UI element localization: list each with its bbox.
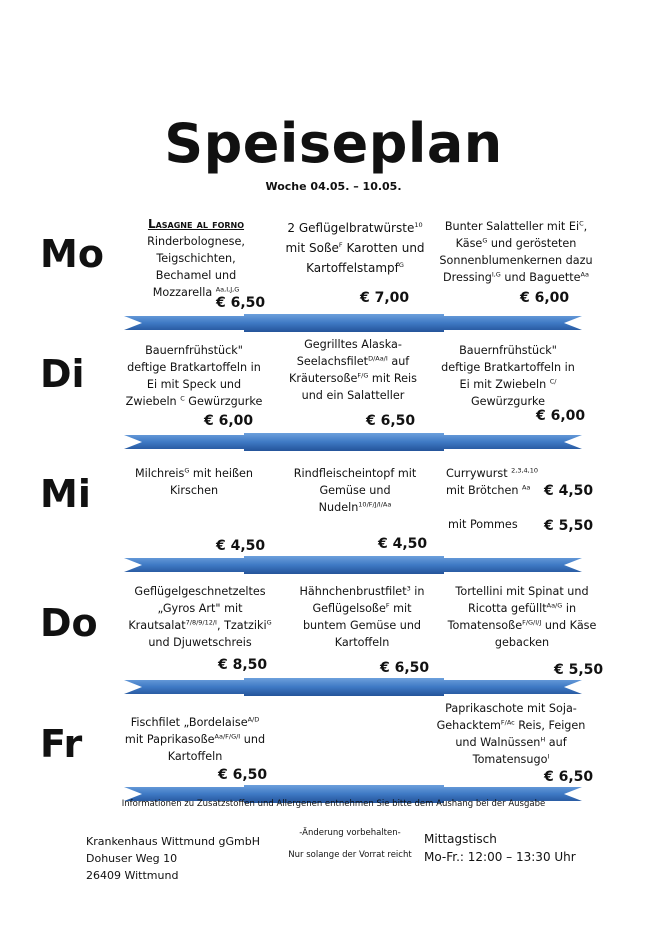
price-mo-3: € 6,00 [520, 290, 570, 306]
price-di-1: € 6,00 [204, 413, 254, 429]
dish-do-1: Geflügelgeschnetzeltes „Gyros Art" mit Krautsalat$^{7/8/9/12/I}$, Tzatziki$^G$ und Djuwetschreis [128, 585, 272, 649]
stock-note: Nur solange der Vorrat reicht [288, 850, 412, 860]
allergen-info: Informationen zu Zusatzstoffen und Allergenen entnehmen Sie bitte dem Aushang bei der Ausgabe [121, 799, 546, 809]
price-mi-3-extra: € 5,50 [544, 518, 594, 534]
dish-fr-3: Paprikaschote mit Soja-Gehacktem$^{F/Ac}$ Reis, Feigen und Walnüssen$^H$ auf Tomatensugo$^I$ [436, 702, 586, 766]
price-fr-3: € 6,50 [544, 769, 594, 785]
address-line-2: Dohuser Weg 10 [86, 852, 178, 865]
dish-mi-3: Currywurst $^{2,3,4,10}$ mit Brötchen $^{Aa}$ [446, 466, 539, 497]
divider-band-do [124, 678, 582, 696]
dish-mo-2: 2 Geflügelbratwürste$^{10}$ mit Soße$^F$ Karotten und Kartoffelstampf$^G$ [285, 221, 425, 275]
dish-mi-2: Rindfleischeintopf mit Gemüse und Nudeln$^{10/F/J/I/Aa}$ [293, 467, 417, 514]
divider-band-di [124, 433, 582, 451]
day-label-mi: Mi [40, 472, 91, 516]
address-line-3: 26409 Wittmund [86, 869, 179, 882]
price-do-3: € 5,50 [554, 662, 604, 678]
price-do-1: € 8,50 [218, 657, 268, 673]
hours-block [424, 830, 576, 866]
hours-time: Mo-Fr.: 12:00 – 13:30 Uhr [424, 850, 576, 864]
dish-di-3: Bauernfrühstück" deftige Bratkartoffeln in Ei mit Zwiebeln $^{C/}$ Gewürzgurke [441, 344, 575, 408]
price-mo-2: € 7,00 [360, 290, 410, 306]
dish-mo-1: Lasagne al forno Rinderbolognese, Teigschichten, Bechamel und Mozzarella $^{Aa,I,J,G}$ [128, 216, 264, 301]
price-fr-1: € 6,50 [218, 767, 268, 783]
dish-mo-1-head: Lasagne al forno [147, 217, 245, 231]
price-mo-1: € 6,50 [216, 295, 266, 311]
price-mi-1: € 4,50 [216, 538, 266, 554]
day-label-do: Do [40, 601, 98, 645]
day-label-fr: Fr [40, 722, 83, 766]
dish-do-3: Tortellini mit Spinat und Ricotta gefüllt$^{Aa/G}$ in Tomatensoße$^{F/G/I/J}$ und Käse gebacken [447, 585, 597, 649]
price-di-3: € 6,00 [536, 408, 586, 424]
hours-label: Mittagstisch [424, 832, 497, 846]
price-mi-2: € 4,50 [378, 536, 428, 552]
dish-di-2: Gegrilltes Alaska-Seelachsfilet$^{D/Aa/I}$ auf Kräutersoße$^{F/G}$ mit Reis und ein Salatteller [289, 338, 417, 402]
dish-mi-1: Milchreis$^G$ mit heißen Kirschen [135, 466, 253, 497]
price-do-2: € 6,50 [380, 660, 430, 676]
dish-di-1: Bauernfrühstück" deftige Bratkartoffeln in Ei mit Speck und Zwiebeln $^C$ Gewürzgurke [125, 344, 263, 408]
dish-fr-1: Fischfilet „Bordelaise$^{A/D}$ mit Paprikasoße$^{Aa/F/G/I}$ und Kartoffeln [124, 715, 266, 763]
notes-block [282, 822, 418, 866]
address-block [86, 833, 260, 884]
dish-do-2: Hähnchenbrustfilet$^3$ in Geflügelsoße$^F$ mit buntem Gemüse und Kartoffeln [299, 584, 425, 649]
dish-mi-3-extra: mit Pommes [448, 518, 518, 531]
page-title: Speiseplan [164, 112, 503, 175]
address-line-1: Krankenhaus Wittmund gGmbH [86, 835, 261, 848]
change-note: -Änderung vorbehalten- [299, 828, 401, 838]
price-mi-3: € 4,50 [544, 483, 594, 499]
divider-band-mi [124, 556, 582, 574]
dish-mo-3: Bunter Salatteller mit $Ei^C$, Käse$^G$ und gerösteten Sonnenblumenkernen dazu Dressing$^{I,G}$ und Baguette$^{Aa}$ [439, 219, 593, 284]
price-di-2: € 6,50 [366, 413, 416, 429]
day-label-mo: Mo [40, 232, 104, 276]
day-label-di: Di [40, 352, 85, 396]
week-range: Woche 04.05. – 10.05. [265, 180, 402, 193]
divider-band-mo [124, 314, 582, 332]
